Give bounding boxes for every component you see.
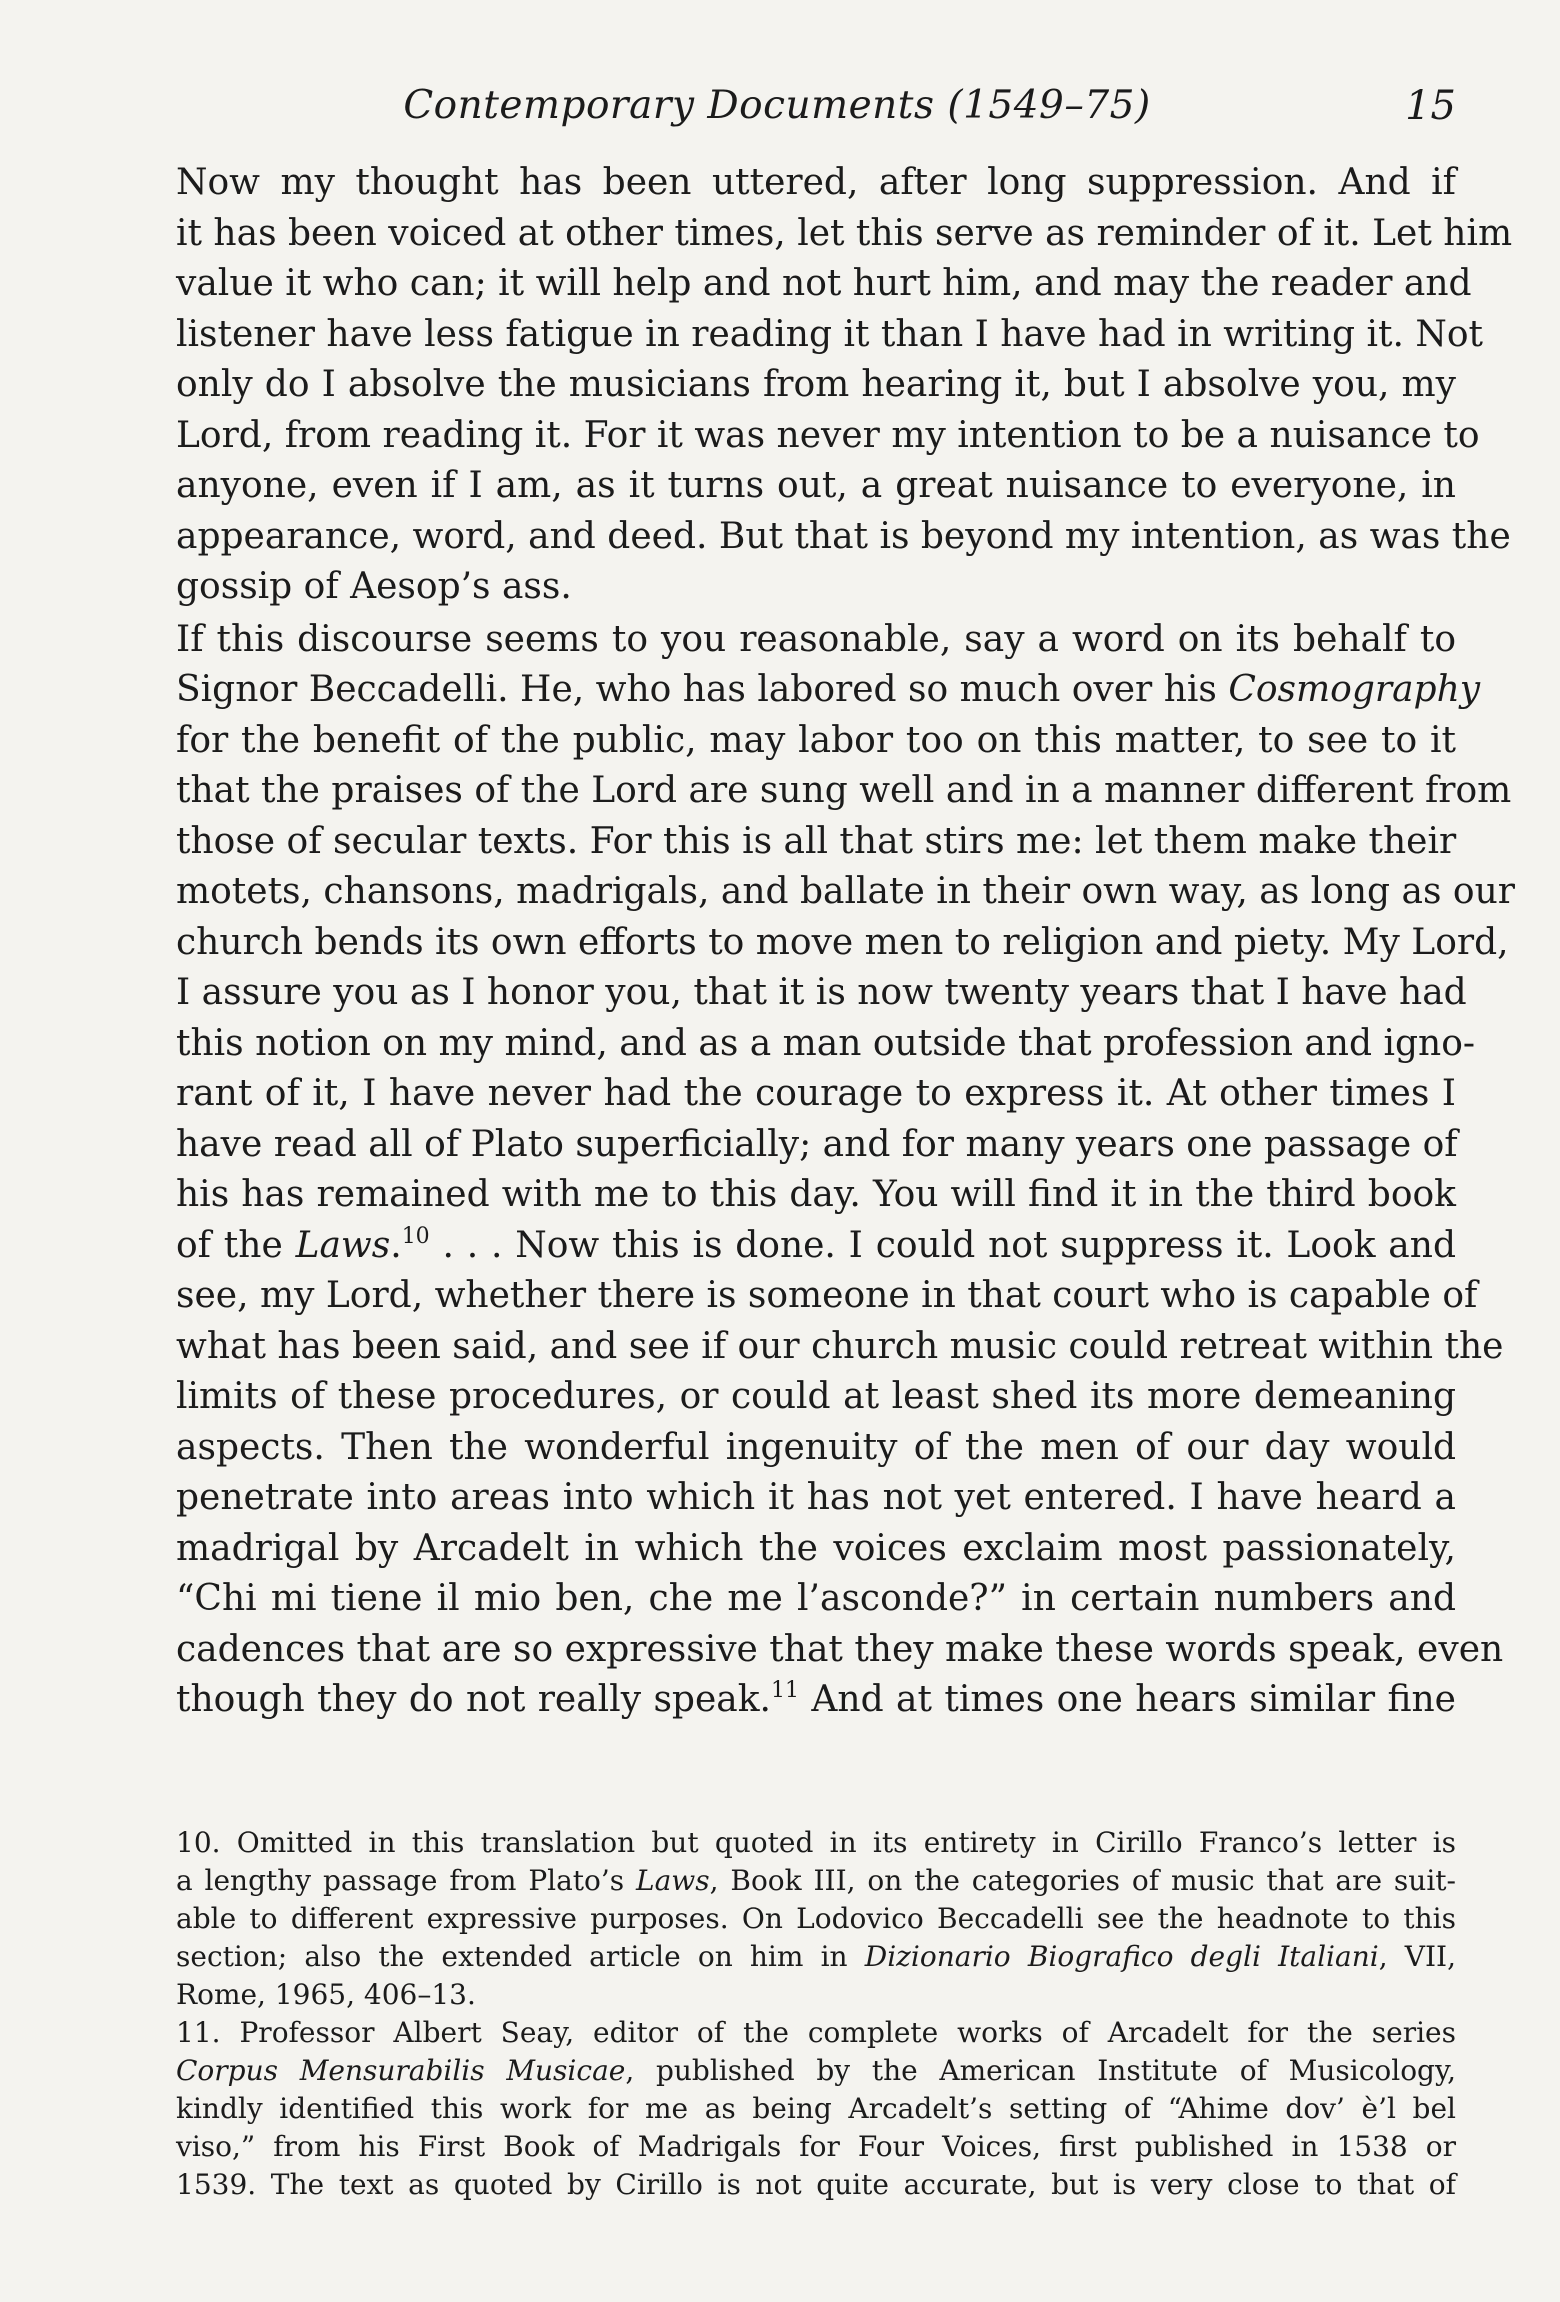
footnote-line: a lengthy passage from Plato’s Laws, Book III, on the categories of music that are suit- bbox=[176, 1864, 1456, 1897]
footnote-line: 11. Professor Albert Seay, editor of the complete works of Arcadelt for the series bbox=[176, 2016, 1456, 2049]
footnote-line: able to different expressive purposes. On Lodovico Beccadelli see the headnote to this bbox=[176, 1902, 1456, 1935]
text-line: it has been voiced at other times, let this serve as reminder of it. Let him bbox=[176, 212, 1513, 254]
body-text bbox=[98, 158, 1515, 1726]
footnote-10 bbox=[98, 1824, 1456, 2014]
text-line: madrigal by Arcadelt in which the voices exclaim most passionately, bbox=[176, 1527, 1456, 1569]
footnote-line: section; also the extended article on him in Dizionario Biografico degli Italiani, VII, bbox=[176, 1940, 1456, 1973]
text-line: that the praises of the Lord are sung well and in a manner different from bbox=[176, 770, 1512, 811]
text-line: this notion on my mind, and as a man outside that profession and igno- bbox=[176, 1022, 1476, 1064]
text-line: motets, chansons, madrigals, and ballate in their own way, as long as our bbox=[176, 871, 1515, 912]
text-line: Now my thought has been uttered, after long suppression. And if bbox=[176, 162, 1456, 203]
text-line: Lord, from reading it. For it was never my intention to be a nuisance to bbox=[176, 414, 1480, 456]
text-line: penetrate into areas into which it has not yet entered. I have heard a bbox=[176, 1477, 1456, 1518]
text-line: “Chi mi tiene il mio ben, che me l’asconde?” in certain numbers and bbox=[176, 1578, 1456, 1619]
text-line: limits of these procedures, or could at least shed its more demeaning bbox=[176, 1376, 1456, 1417]
footnote-line: viso,” from his First Book of Madrigals for Four Voices, first published in 1538 or bbox=[176, 2130, 1456, 2163]
text-line: of the Laws.$^{10}$ . . . Now this is done. I could not suppress it. Look and bbox=[176, 1223, 1456, 1266]
text-line: value it who can; it will help and not hurt him, and may the reader and bbox=[176, 263, 1472, 304]
text-line: If this discourse seems to you reasonable, say a word on its behalf to bbox=[176, 618, 1456, 660]
text-line: cadences that are so expressive that they make these words speak, even bbox=[176, 1628, 1504, 1670]
footnote-line: Rome, 1965, 406–13. bbox=[176, 1978, 476, 2011]
text-line: his has remained with me to this day. You will find it in the third book bbox=[176, 1174, 1456, 1215]
text-line: aspects. Then the wonderful ingenuity of the men of our day would bbox=[176, 1426, 1456, 1468]
footnotes bbox=[98, 1824, 1456, 2204]
page-number: 15 bbox=[1405, 83, 1456, 129]
text-line: listener have less fatigue in reading it than I have had in writing it. Not bbox=[176, 313, 1484, 355]
paragraph-1 bbox=[98, 158, 1513, 613]
running-head bbox=[98, 78, 1456, 158]
text-line: have read all of Plato superficially; and for many years one passage of bbox=[176, 1123, 1458, 1165]
paragraph-2 bbox=[98, 615, 1515, 1726]
running-head-title: Contemporary Documents (1549–75) bbox=[403, 83, 1151, 128]
footnote-line: 1539. The text as quoted by Cirillo is not quite accurate, but is very close to that of bbox=[176, 2168, 1456, 2201]
footnote-line: kindly identified this work for me as being Arcadelt’s setting of “Ahime dov’ è’l bel bbox=[176, 2092, 1456, 2125]
text-line: what has been said, and see if our church music could retreat within the bbox=[176, 1325, 1504, 1367]
footnote-line: Corpus Mensurabilis Musicae, published by the American Institute of Musicology, bbox=[176, 2054, 1456, 2087]
footnote-line: 10. Omitted in this translation but quoted in its entirety in Cirillo Franco’s letter is bbox=[176, 1826, 1456, 1859]
text-line: Signor Beccadelli. He, who has labored so much over his Cosmography bbox=[176, 669, 1481, 710]
text-line: rant of it, I have never had the courage to express it. At other times I bbox=[176, 1073, 1456, 1114]
text-line: see, my Lord, whether there is someone in that court who is capable of bbox=[176, 1275, 1478, 1316]
text-line: only do I absolve the musicians from hearing it, but I absolve you, my bbox=[176, 364, 1456, 405]
text-line: gossip of Aesop’s ass. bbox=[176, 566, 572, 607]
text-line: anyone, even if I am, as it turns out, a great nuisance to everyone, in bbox=[176, 465, 1456, 506]
footnote-11 bbox=[98, 2014, 1456, 2204]
text-line: I assure you as I honor you, that it is now twenty years that I have had bbox=[176, 972, 1467, 1013]
text-line: though they do not really speak.$^{11}$ And at times one hears similar fine bbox=[176, 1678, 1456, 1720]
text-line: for the benefit of the public, may labor too on this matter, to see to it bbox=[176, 719, 1456, 761]
text-line: those of secular texts. For this is all that stirs me: let them make their bbox=[176, 820, 1457, 862]
text-line: church bends its own efforts to move men to religion and piety. My Lord, bbox=[176, 921, 1509, 963]
page bbox=[98, 78, 1515, 2278]
text-line: appearance, word, and deed. But that is beyond my intention, as was the bbox=[176, 515, 1511, 557]
